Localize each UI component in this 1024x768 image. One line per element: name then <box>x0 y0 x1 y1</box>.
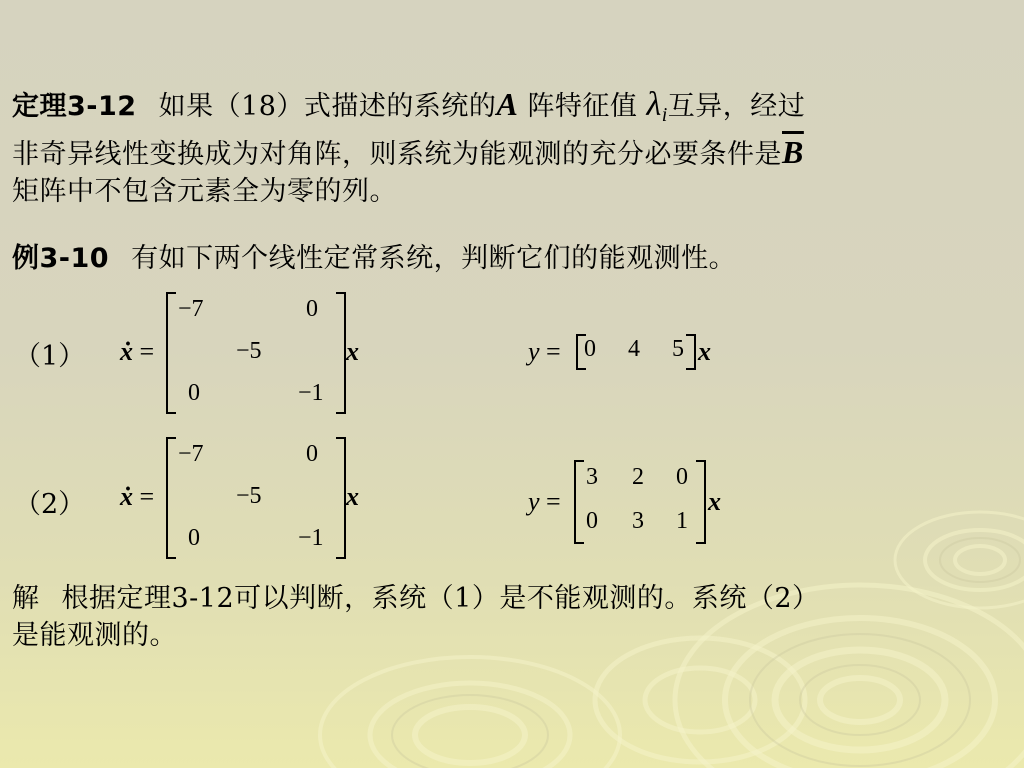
bracket-left <box>574 460 584 544</box>
system-1-output-eq-lhs <box>528 337 561 367</box>
y-symbol: y <box>528 337 540 366</box>
system-2-state-eq-lhs <box>120 482 154 512</box>
bracket-left <box>166 292 176 414</box>
solution-line-2: 是能观测的。 <box>12 620 177 651</box>
bracket-right <box>686 334 696 370</box>
lambda-subscript: i <box>661 104 668 126</box>
system-1-matrix-c <box>576 334 696 370</box>
solution-title: 解 <box>12 583 40 614</box>
bracket-left <box>166 437 176 559</box>
x-symbol: x <box>708 487 721 516</box>
x-symbol: x <box>698 337 711 366</box>
matrix-cell: −7 <box>178 441 204 467</box>
theorem-title: 定理3-12 <box>12 91 137 122</box>
theorem-line-1 <box>12 86 805 134</box>
system-2-output-x <box>708 487 721 517</box>
solution-line-1 <box>12 580 820 617</box>
matrix-cell: 0 <box>188 525 200 551</box>
system-1-x <box>346 337 359 367</box>
matrix-cell: −5 <box>236 483 262 509</box>
xdot-symbol: ẋ <box>120 482 133 511</box>
solution-text: 根据定理3-12可以判断，系统（1）是不能观测的。系统（2） <box>61 583 820 614</box>
theorem-text-3: 互异，经过 <box>667 91 806 122</box>
matrix-cell: −5 <box>236 338 262 364</box>
lambda-symbol: λ <box>646 86 662 123</box>
matrix-cell: 0 <box>306 441 318 467</box>
equals-sign: = <box>546 487 561 516</box>
matrix-cell: −7 <box>178 296 204 322</box>
matrix-cell: 1 <box>676 508 688 534</box>
system-1-output-x <box>698 337 711 367</box>
theorem-text-line-2: 非奇异线性变换成为对角阵，则系统为能观测的充分必要条件是 <box>12 139 782 170</box>
theorem-line-3: 矩阵中不包含元素全为零的列。 <box>12 176 397 207</box>
matrix-cell: 3 <box>586 464 598 490</box>
matrix-cell: 0 <box>188 380 200 406</box>
matrix-cell: 4 <box>628 336 640 362</box>
y-symbol: y <box>528 487 540 516</box>
matrix-b-symbol: $\overline{B}$ <box>782 134 804 170</box>
bracket-right <box>696 460 706 544</box>
system-2-matrix-a <box>166 437 346 559</box>
example-paragraph <box>12 240 736 277</box>
bracket-right <box>336 437 346 559</box>
theorem-text-2: 阵特征值 <box>518 91 647 122</box>
matrix-cell: 3 <box>632 508 644 534</box>
theorem-line-2 <box>12 134 805 173</box>
theorem-text-1: 如果（18）式描述的系统的 <box>158 91 497 122</box>
matrix-cell: 0 <box>676 464 688 490</box>
matrix-cell: −1 <box>298 380 324 406</box>
equals-sign: = <box>139 337 155 366</box>
system-1-matrix-a <box>166 292 346 414</box>
matrix-cell: 0 <box>584 336 596 362</box>
system-1-state-eq-lhs <box>120 337 154 367</box>
matrix-a-symbol: A <box>496 86 519 122</box>
system-2-matrix-c <box>574 460 706 544</box>
system-2-label: （2） <box>14 489 86 520</box>
matrix-cell: 0 <box>586 508 598 534</box>
xdot-symbol: ẋ <box>120 337 133 366</box>
matrix-cell: 2 <box>632 464 644 490</box>
example-text: 有如下两个线性定常系统，判断它们的能观测性。 <box>131 243 737 274</box>
equals-sign: = <box>139 482 155 511</box>
matrix-cell: 5 <box>672 336 684 362</box>
matrix-cell: 0 <box>306 296 318 322</box>
system-2-x <box>346 482 359 512</box>
system-2-output-eq-lhs <box>528 487 561 517</box>
matrix-cell: −1 <box>298 525 324 551</box>
x-symbol: x <box>346 337 359 366</box>
x-symbol: x <box>346 482 359 511</box>
equals-sign: = <box>546 337 561 366</box>
system-1-label: （1） <box>14 341 86 372</box>
theorem-paragraph <box>12 86 805 210</box>
bracket-right <box>336 292 346 414</box>
example-title: 例3-10 <box>12 243 110 274</box>
solution-paragraph <box>12 580 820 654</box>
